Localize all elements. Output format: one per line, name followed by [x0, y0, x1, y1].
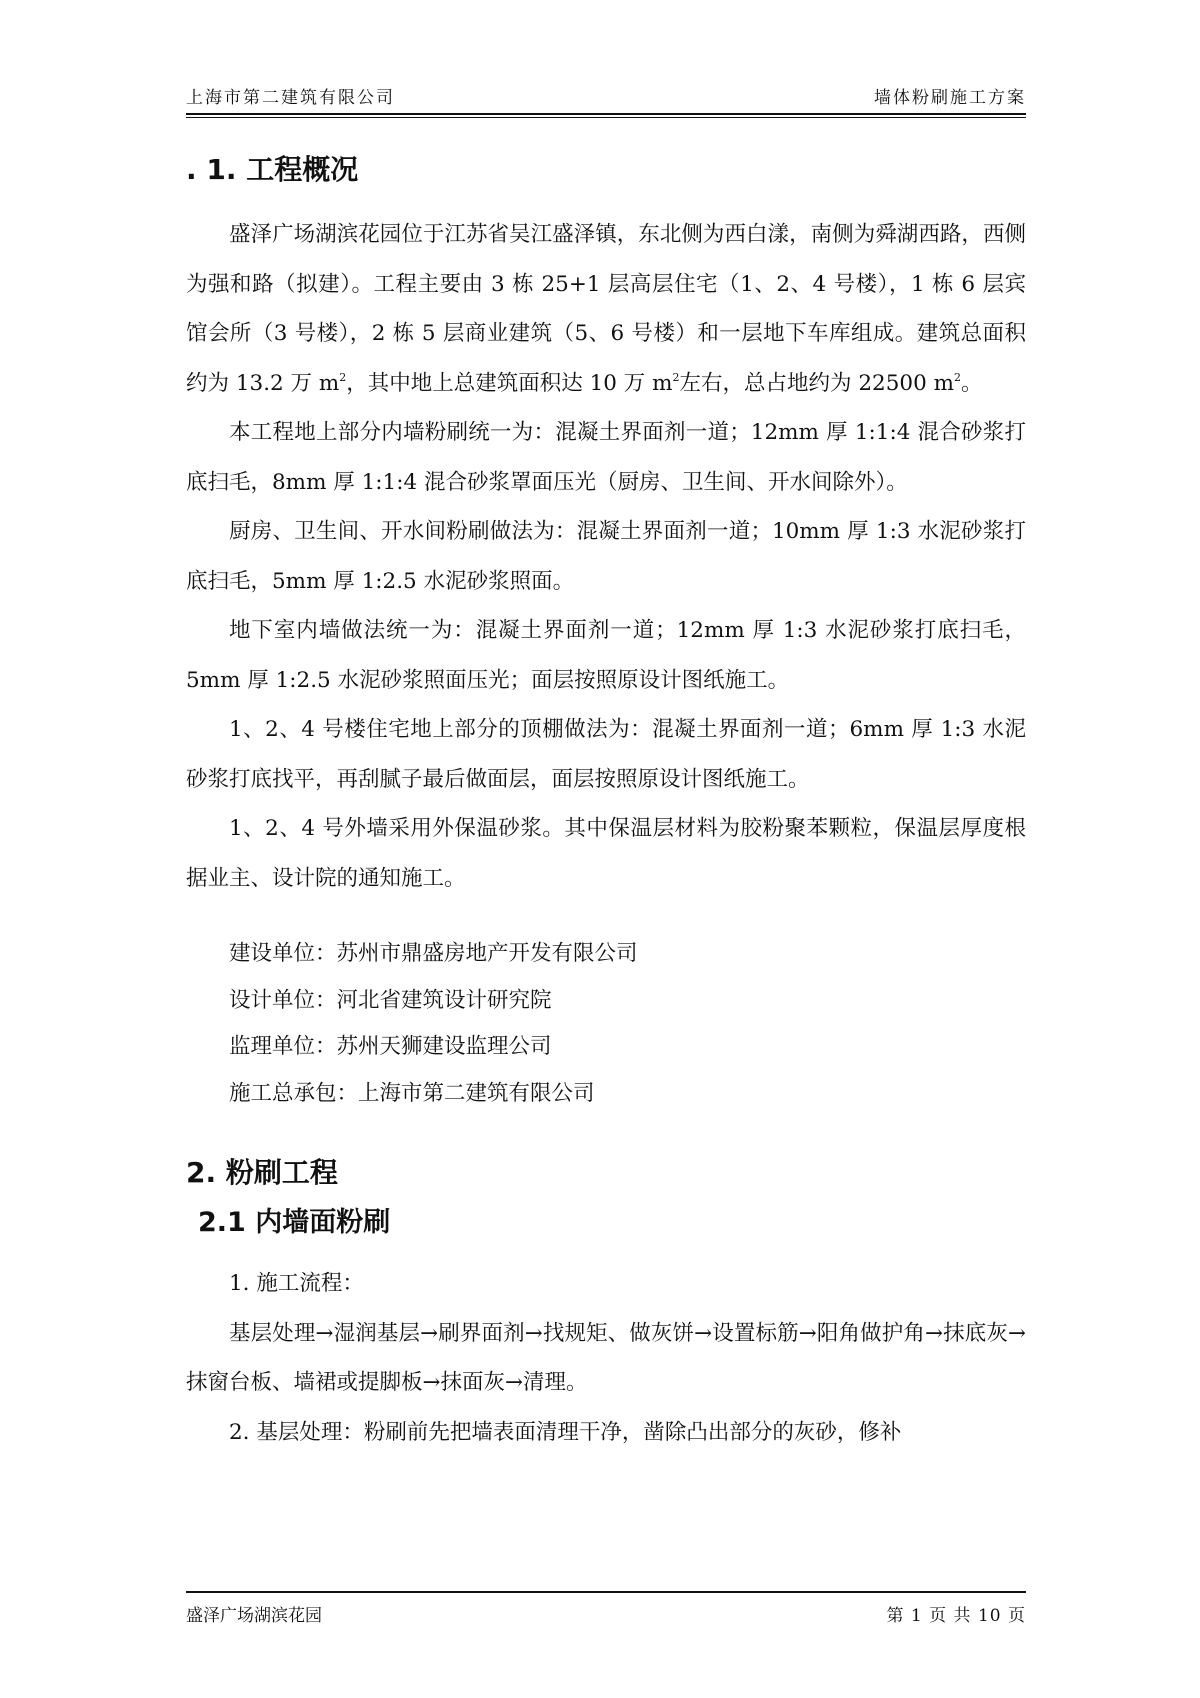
step1-flow: 基层处理→湿润基层→刷界面剂→找规矩、做灰饼→设置标筋→阳角做护角→抹底灰→抹窗台板、墙裙或提脚板→抹面灰→清理。: [186, 1320, 1026, 1395]
step2-base-treatment: 2. 基层处理：粉刷前先把墙表面清理干净，凿除凸出部分的灰砂，修补: [229, 1419, 902, 1445]
header-rule: [186, 113, 1026, 115]
section2-1-heading: 2.1 内墙面粉刷: [198, 1207, 391, 1238]
info-client: 建设单位：苏州市鼎盛房地产开发有限公司: [229, 941, 638, 966]
info-supervisor: 监理单位：苏州天狮建设监理公司: [229, 1034, 552, 1059]
footer-project: 盛泽广场湖滨花园: [186, 1606, 322, 1626]
section1-paragraph-overview: 盛泽广场湖滨花园位于江苏省吴江盛泽镇，东北侧为西白漾，南侧为舜湖西路，西侧为强和路（拟建）。工程主要由 3 栋 25+1 层高层住宅（1、2、4 号楼），1 栋 6 层宾馆会所（3 号楼），2 栋 5 层商业建筑（5、6 号楼）和一层地下车库组成。建筑总面积约为 13.2 万 $m^2$，其中地上总建筑面积达 10 万 $m^2$左右，总占地约为 22500 $m^2$。: [186, 222, 1026, 396]
header-rule-thin: [186, 117, 1026, 118]
footer-rule: [186, 1591, 1026, 1593]
page-content: [186, 150, 1026, 1457]
section1-paragraph-kitchen: 厨房、卫生间、开水间粉刷做法为：混凝土界面剂一道；10mm 厚 1:3 水泥砂浆打底扫毛，5mm 厚 1:2.5 水泥砂浆照面。: [186, 519, 1026, 594]
section2-heading: 2. 粉刷工程: [186, 1156, 338, 1189]
section1-paragraph-basement: 地下室内墙做法统一为：混凝土界面剂一道；12mm 厚 1:3 水泥砂浆打底扫毛，5mm 厚 1:2.5 水泥砂浆照面压光；面层按照原设计图纸施工。: [186, 618, 1026, 693]
info-contractor: 施工总承包：上海市第二建筑有限公司: [229, 1080, 595, 1106]
section1-paragraph-interior: 本工程地上部分内墙粉刷统一为：混凝土界面剂一道；12mm 厚 1:1:4 混合砂浆打底扫毛，8mm 厚 1:1:4 混合砂浆罩面压光（厨房、卫生间、开水间除外）。: [186, 420, 1026, 495]
header-company: 上海市第二建筑有限公司: [186, 88, 395, 108]
header-doc-title: 墙体粉刷施工方案: [874, 88, 1026, 108]
info-designer: 设计单位：河北省建筑设计研究院: [229, 987, 552, 1013]
section1-paragraph-exterior: 1、2、4 号外墙采用外保温砂浆。其中保温层材料为胶粉聚苯颗粒，保温层厚度根据业主、设计院的通知施工。: [186, 816, 1026, 891]
page-footer: [186, 1601, 1026, 1627]
section1-heading: . 1. 工程概况: [186, 153, 359, 186]
section1-paragraph-ceiling: 1、2、4 号楼住宅地上部分的顶棚做法为：混凝土界面剂一道；6mm 厚 1:3 水泥砂浆打底找平，再刮腻子最后做面层，面层按照原设计图纸施工。: [186, 717, 1026, 792]
step1-label: 1. 施工流程：: [229, 1271, 364, 1296]
footer-page-number: 第 1 页 共 10 页: [886, 1606, 1026, 1626]
page-header: [186, 83, 1026, 111]
